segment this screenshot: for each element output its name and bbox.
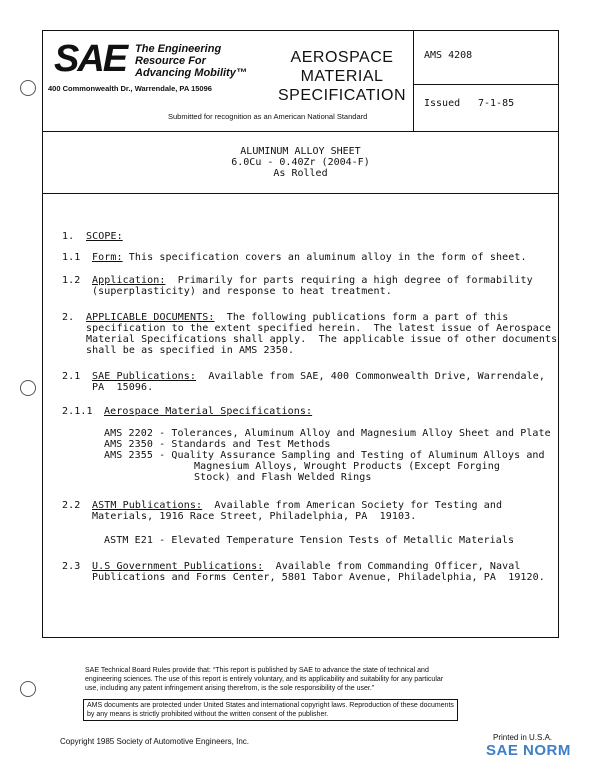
copyright-notice-line-2: by any means is strictly prohibited without the written consent of the publisher. (87, 711, 329, 718)
title-line-3: SPECIFICATION (278, 87, 406, 104)
section-2-3-number: 2.3 (62, 561, 81, 572)
astm-e21: ASTM E21 - Elevated Temperature Tension Tests of Metallic Materials (104, 535, 515, 546)
tagline (135, 43, 247, 79)
section-2-line (86, 312, 508, 323)
section-2-number: 2. (62, 312, 75, 323)
section-2-text: The following publications form a part of this (226, 312, 509, 323)
issued-date: 7-1-85 (478, 98, 515, 109)
section-2-label: APPLICABLE DOCUMENTS: (86, 312, 215, 323)
section-2-2-line (92, 500, 502, 511)
section-2-2-text: Available from American Society for Testing and (214, 500, 503, 511)
subject-line-2: 6.0Cu - 0.40Zr (2004-F) (231, 157, 370, 168)
ams-2355-line-2: Magnesium Alloys, Wrought Products (Except Forging (194, 461, 501, 472)
section-2-1-1-label: Aerospace Material Specifications: (104, 406, 313, 417)
section-2-3-line (92, 561, 520, 572)
section-2-3-text-2: Publications and Forms Center, 5801 Tabor Avenue, Philadelphia, PA 19120. (92, 572, 545, 583)
subject-block (42, 146, 559, 179)
section-1-2-text-2: (superplasticity) and response to heat treatment. (92, 286, 392, 297)
section-2-text-2: specification to the extent specified herein. The latest issue of Aerospace (86, 323, 552, 334)
ams-2355-line-3: Stock) and Flash Welded Rings (194, 472, 372, 483)
section-2-2-text-2: Materials, 1916 Race Street, Philadelphia, PA 19103. (92, 511, 417, 522)
section-1-1-line (92, 252, 527, 263)
section-2-1-line (92, 371, 545, 382)
section-1-2-label: Application: (92, 275, 166, 286)
copyright-line: Copyright 1985 Society of Automotive Engineers, Inc. (60, 737, 249, 746)
sae-address: 400 Commonwealth Dr., Warrendale, PA 15096 (48, 84, 212, 93)
spec-box-split (413, 84, 559, 85)
section-2-1-number: 2.1 (62, 371, 81, 382)
subject-line-1: ALUMINUM ALLOY SHEET (240, 146, 361, 157)
section-1-number: 1. (62, 231, 75, 242)
board-rules-line-3: use, including any patent infringement arising therefrom, is the sole responsibility of the user.” (85, 685, 375, 692)
section-2-text-3: Material Specifications shall apply. The applicable issue of other documents (86, 334, 558, 345)
copyright-notice-box (83, 699, 458, 721)
subject-line-3: As Rolled (273, 168, 328, 179)
section-1-1-text: This specification covers an aluminum alloy in the form of sheet. (128, 252, 527, 263)
section-2-1-text-2: PA 15096. (92, 382, 154, 393)
section-1-1-number: 1.1 (62, 252, 81, 263)
section-2-3-text: Available from Commanding Officer, Naval (275, 561, 521, 572)
tagline-line-3: Advancing Mobility™ (135, 67, 247, 79)
board-rules-line-2: engineering sciences. The use of this report is entirely voluntary, and its applicability and suitability for any particular (85, 676, 444, 683)
punch-hole-middle (20, 380, 36, 396)
punch-hole-top (20, 80, 36, 96)
copyright-notice-line-1: AMS documents are protected under United States and international copyright laws. Reproduction of these documents (87, 702, 454, 709)
tagline-line-1: The Engineering (135, 43, 222, 55)
document-type-title (270, 48, 414, 105)
section-2-2-label: ASTM Publications: (92, 500, 203, 511)
ams-2355: AMS 2355 - Quality Assurance Sampling and Testing of Aluminum Alloys and (104, 450, 545, 461)
issued-label: Issued (424, 98, 461, 109)
submitted-note: Submitted for recognition as an American National Standard (168, 112, 368, 121)
section-1-2-text: Primarily for parts requiring a high degree of formability (177, 275, 533, 286)
section-2-1-text: Available from SAE, 400 Commonwealth Drive, Warrendale, (208, 371, 545, 382)
title-line-2: MATERIAL (300, 68, 384, 85)
section-2-1-label: SAE Publications: (92, 371, 197, 382)
title-line-1: AEROSPACE (290, 49, 394, 66)
board-rules-notice (85, 666, 443, 693)
watermark-logo: SAE NORM (486, 742, 571, 759)
ams-2350: AMS 2350 - Standards and Test Methods (104, 439, 331, 450)
punch-hole-bottom (20, 681, 36, 697)
section-2-text-4: shall be as specified in AMS 2350. (86, 345, 295, 356)
section-2-2-number: 2.2 (62, 500, 81, 511)
spec-number: AMS 4208 (424, 50, 473, 61)
tagline-line-2: Resource For (135, 55, 206, 67)
header-divider (42, 131, 559, 132)
board-rules-line-1: SAE Technical Board Rules provide that: “This report is published by SAE to advance the state of technical and (85, 667, 429, 674)
subject-divider (42, 193, 559, 194)
section-2-1-1-number: 2.1.1 (62, 406, 93, 417)
section-2-3-label: U.S Government Publications: (92, 561, 264, 572)
printed-in: Printed in U.S.A. (493, 733, 553, 742)
section-1-1-label: Form: (92, 252, 123, 263)
ams-2202: AMS 2202 - Tolerances, Aluminum Alloy and Magnesium Alloy Sheet and Plate (104, 428, 551, 439)
section-1-2-number: 1.2 (62, 275, 81, 286)
sae-logo: SAE (54, 38, 127, 80)
section-1-title: SCOPE: (86, 231, 123, 242)
section-1-2-line (92, 275, 533, 286)
